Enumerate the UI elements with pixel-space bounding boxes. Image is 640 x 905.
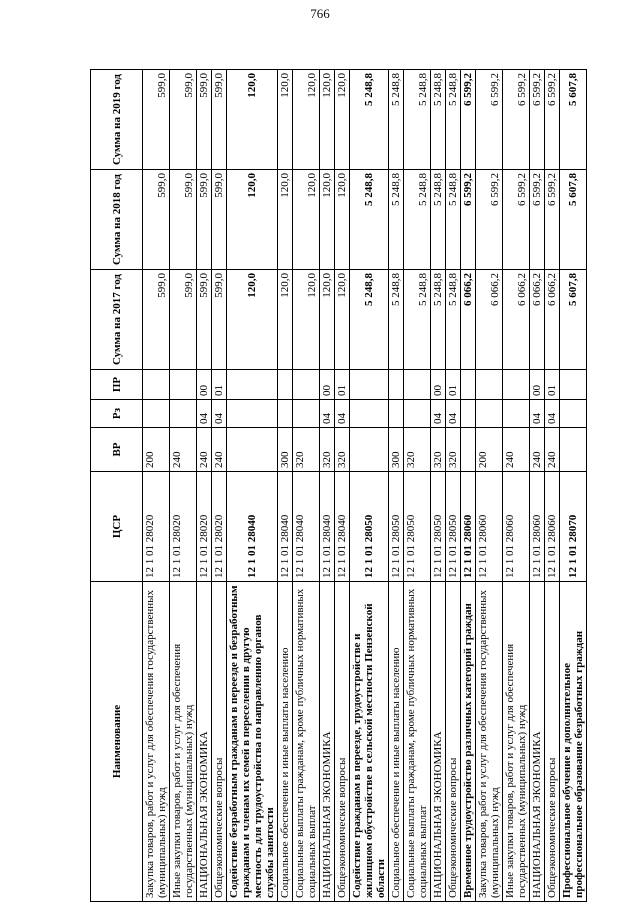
page-number: 766 <box>310 6 330 21</box>
rotated-table-frame <box>90 70 585 902</box>
cell-sum-2018: 6 599,2 <box>503 170 530 270</box>
cell-vr: 240 <box>545 428 560 472</box>
cell-csr: 12 1 01 28050 <box>431 472 446 582</box>
table-row <box>170 70 197 902</box>
cell-name: НАЦИОНАЛЬНАЯ ЭКОНОМИКА <box>320 582 335 902</box>
table-row <box>143 70 170 902</box>
cell-vr: 240 <box>530 428 545 472</box>
cell-csr: 12 1 01 28060 <box>530 472 545 582</box>
cell-pr: 01 <box>446 370 461 400</box>
cell-sum-2017: 5 248,8 <box>446 270 461 370</box>
cell-sum-2018: 5 248,8 <box>404 170 431 270</box>
cell-pr <box>503 370 530 400</box>
table-row <box>350 70 389 902</box>
cell-name: НАЦИОНАЛЬНАЯ ЭКОНОМИКА <box>530 582 545 902</box>
cell-pr <box>404 370 431 400</box>
cell-sum-2019: 120,0 <box>278 70 293 170</box>
cell-name: Профессиональное обучение и дополнительное профессиональное образование безработных граждан <box>560 582 587 902</box>
cell-sum-2017: 5 248,8 <box>404 270 431 370</box>
cell-sum-2018: 120,0 <box>278 170 293 270</box>
table-row <box>278 70 293 902</box>
cell-rz: 04 <box>446 400 461 428</box>
cell-sum-2018: 599,0 <box>197 170 212 270</box>
cell-rz: 04 <box>335 400 350 428</box>
cell-rz <box>476 400 503 428</box>
table-row <box>476 70 503 902</box>
table-row <box>560 70 587 902</box>
header-sum-2018: Сумма на 2018 год <box>91 170 143 270</box>
cell-sum-2017: 599,0 <box>212 270 227 370</box>
cell-sum-2019: 120,0 <box>227 70 278 170</box>
cell-sum-2019: 5 248,8 <box>404 70 431 170</box>
cell-vr: 240 <box>170 428 197 472</box>
cell-csr: 12 1 01 28040 <box>293 472 320 582</box>
cell-name: НАЦИОНАЛЬНАЯ ЭКОНОМИКА <box>431 582 446 902</box>
cell-name: Иные закупки товаров, работ и услуг для обеспечения государственных (муниципальных) нужд <box>503 582 530 902</box>
cell-sum-2018: 120,0 <box>227 170 278 270</box>
cell-rz <box>404 400 431 428</box>
cell-rz: 04 <box>545 400 560 428</box>
table-row <box>293 70 320 902</box>
cell-csr: 12 1 01 28020 <box>197 472 212 582</box>
cell-pr: 00 <box>320 370 335 400</box>
cell-sum-2017: 599,0 <box>170 270 197 370</box>
table-row <box>545 70 560 902</box>
cell-sum-2019: 6 599,2 <box>545 70 560 170</box>
table-row <box>197 70 212 902</box>
cell-sum-2019: 599,0 <box>143 70 170 170</box>
cell-rz <box>227 400 278 428</box>
cell-sum-2018: 120,0 <box>293 170 320 270</box>
cell-pr: 01 <box>212 370 227 400</box>
cell-sum-2017: 599,0 <box>197 270 212 370</box>
cell-csr: 12 1 01 28060 <box>545 472 560 582</box>
cell-csr: 12 1 01 28050 <box>389 472 404 582</box>
cell-sum-2017: 5 607,8 <box>560 270 587 370</box>
cell-sum-2017: 5 248,8 <box>431 270 446 370</box>
cell-sum-2018: 6 599,2 <box>461 170 476 270</box>
cell-sum-2018: 5 248,8 <box>446 170 461 270</box>
cell-name: Общеэкономические вопросы <box>335 582 350 902</box>
cell-sum-2017: 6 066,2 <box>476 270 503 370</box>
table-row <box>227 70 278 902</box>
cell-csr: 12 1 01 28060 <box>461 472 476 582</box>
cell-vr <box>350 428 389 472</box>
cell-vr <box>227 428 278 472</box>
cell-csr: 12 1 01 28040 <box>320 472 335 582</box>
cell-pr: 00 <box>530 370 545 400</box>
cell-sum-2018: 6 599,2 <box>545 170 560 270</box>
cell-sum-2017: 120,0 <box>320 270 335 370</box>
cell-sum-2017: 120,0 <box>227 270 278 370</box>
cell-vr: 240 <box>503 428 530 472</box>
table-body <box>143 70 587 902</box>
cell-vr: 320 <box>404 428 431 472</box>
cell-sum-2019: 120,0 <box>320 70 335 170</box>
cell-sum-2018: 5 607,8 <box>560 170 587 270</box>
cell-vr: 200 <box>143 428 170 472</box>
cell-pr <box>227 370 278 400</box>
cell-sum-2019: 5 607,8 <box>560 70 587 170</box>
cell-rz <box>278 400 293 428</box>
cell-sum-2018: 5 248,8 <box>431 170 446 270</box>
cell-vr: 320 <box>293 428 320 472</box>
cell-vr <box>560 428 587 472</box>
cell-vr: 320 <box>431 428 446 472</box>
cell-name: Социальные выплаты гражданам, кроме публичных нормативных социальных выплат <box>293 582 320 902</box>
table-row <box>389 70 404 902</box>
table-row <box>335 70 350 902</box>
cell-rz <box>143 400 170 428</box>
cell-vr: 300 <box>278 428 293 472</box>
cell-vr: 320 <box>335 428 350 472</box>
cell-csr: 12 1 01 28020 <box>170 472 197 582</box>
cell-sum-2018: 120,0 <box>320 170 335 270</box>
cell-rz <box>560 400 587 428</box>
cell-sum-2018: 5 248,8 <box>389 170 404 270</box>
cell-vr: 240 <box>197 428 212 472</box>
table-row <box>530 70 545 902</box>
cell-pr <box>350 370 389 400</box>
cell-sum-2017: 599,0 <box>143 270 170 370</box>
table-header-row <box>91 70 143 902</box>
cell-rz <box>350 400 389 428</box>
cell-sum-2017: 5 248,8 <box>350 270 389 370</box>
cell-vr: 320 <box>446 428 461 472</box>
cell-rz: 04 <box>320 400 335 428</box>
cell-pr <box>389 370 404 400</box>
cell-name: НАЦИОНАЛЬНАЯ ЭКОНОМИКА <box>197 582 212 902</box>
cell-sum-2017: 6 066,2 <box>503 270 530 370</box>
cell-csr: 12 1 01 28050 <box>350 472 389 582</box>
header-csr: ЦСР <box>91 472 143 582</box>
cell-rz <box>170 400 197 428</box>
cell-name: Закупка товаров, работ и услуг для обеспечения государственных (муниципальных) нужд <box>143 582 170 902</box>
cell-pr <box>278 370 293 400</box>
cell-sum-2019: 5 248,8 <box>446 70 461 170</box>
cell-name: Содействие безработным гражданам в переезде и безработным гражданам и членам их семей в переселении в другую местность для трудоустройства по направлению органов службы занятости <box>227 582 278 902</box>
cell-name: Содействие гражданам в переезде, трудоустройстве и жилищном обустройстве в сельской местности Пензенской области <box>350 582 389 902</box>
cell-vr: 320 <box>320 428 335 472</box>
cell-sum-2018: 5 248,8 <box>350 170 389 270</box>
table-row <box>446 70 461 902</box>
table-row <box>431 70 446 902</box>
cell-sum-2019: 599,0 <box>170 70 197 170</box>
cell-sum-2017: 120,0 <box>335 270 350 370</box>
header-pr: ПР <box>91 370 143 400</box>
cell-sum-2019: 120,0 <box>293 70 320 170</box>
header-vr: ВР <box>91 428 143 472</box>
cell-sum-2019: 5 248,8 <box>350 70 389 170</box>
cell-csr: 12 1 01 28050 <box>446 472 461 582</box>
table-row <box>503 70 530 902</box>
cell-rz <box>389 400 404 428</box>
header-sum-2019: Сумма на 2019 год <box>91 70 143 170</box>
cell-rz: 04 <box>197 400 212 428</box>
cell-sum-2018: 599,0 <box>212 170 227 270</box>
cell-sum-2018: 599,0 <box>143 170 170 270</box>
cell-sum-2017: 120,0 <box>278 270 293 370</box>
budget-table <box>90 69 587 902</box>
cell-csr: 12 1 01 28040 <box>278 472 293 582</box>
cell-vr: 200 <box>476 428 503 472</box>
header-sum-2017: Сумма на 2017 год <box>91 270 143 370</box>
cell-vr <box>461 428 476 472</box>
cell-sum-2018: 120,0 <box>335 170 350 270</box>
cell-sum-2019: 5 248,8 <box>431 70 446 170</box>
cell-name: Социальные выплаты гражданам, кроме публичных нормативных социальных выплат <box>404 582 431 902</box>
cell-pr <box>170 370 197 400</box>
cell-pr: 01 <box>335 370 350 400</box>
cell-pr <box>560 370 587 400</box>
cell-sum-2017: 5 248,8 <box>389 270 404 370</box>
cell-csr: 12 1 01 28040 <box>335 472 350 582</box>
cell-name: Общеэкономические вопросы <box>545 582 560 902</box>
cell-rz <box>503 400 530 428</box>
table-row <box>320 70 335 902</box>
cell-rz: 04 <box>212 400 227 428</box>
cell-name: Общеэкономические вопросы <box>212 582 227 902</box>
cell-vr: 300 <box>389 428 404 472</box>
cell-pr: 00 <box>197 370 212 400</box>
cell-rz <box>461 400 476 428</box>
cell-sum-2017: 6 066,2 <box>530 270 545 370</box>
cell-sum-2018: 599,0 <box>170 170 197 270</box>
cell-sum-2017: 6 066,2 <box>461 270 476 370</box>
cell-csr: 12 1 01 28060 <box>503 472 530 582</box>
cell-sum-2017: 120,0 <box>293 270 320 370</box>
cell-name: Общеэкономические вопросы <box>446 582 461 902</box>
cell-csr: 12 1 01 28020 <box>143 472 170 582</box>
header-rz: Рз <box>91 400 143 428</box>
cell-csr: 12 1 01 28020 <box>212 472 227 582</box>
cell-pr: 01 <box>545 370 560 400</box>
cell-rz: 04 <box>530 400 545 428</box>
cell-sum-2019: 6 599,2 <box>461 70 476 170</box>
cell-name: Иные закупки товаров, работ и услуг для обеспечения государственных (муниципальных) нужд <box>170 582 197 902</box>
table-row <box>461 70 476 902</box>
cell-csr: 12 1 01 28070 <box>560 472 587 582</box>
cell-csr: 12 1 01 28060 <box>476 472 503 582</box>
cell-name: Закупка товаров, работ и услуг для обеспечения государственных (муниципальных) нужд <box>476 582 503 902</box>
cell-pr <box>476 370 503 400</box>
cell-pr <box>461 370 476 400</box>
cell-pr <box>143 370 170 400</box>
table-row <box>404 70 431 902</box>
cell-sum-2019: 599,0 <box>212 70 227 170</box>
cell-rz <box>293 400 320 428</box>
cell-sum-2019: 120,0 <box>335 70 350 170</box>
cell-sum-2018: 6 599,2 <box>476 170 503 270</box>
header-name: Наименование <box>91 582 143 902</box>
cell-sum-2019: 6 599,2 <box>503 70 530 170</box>
cell-name: Социальное обеспечение и иные выплаты населению <box>278 582 293 902</box>
cell-csr: 12 1 01 28050 <box>404 472 431 582</box>
cell-sum-2017: 6 066,2 <box>545 270 560 370</box>
cell-name: Социальное обеспечение и иные выплаты населению <box>389 582 404 902</box>
cell-csr: 12 1 01 28040 <box>227 472 278 582</box>
cell-name: Временное трудоустройство различных категорий граждан <box>461 582 476 902</box>
cell-sum-2019: 6 599,2 <box>476 70 503 170</box>
rotated-table-container <box>90 70 585 902</box>
cell-pr <box>293 370 320 400</box>
cell-rz: 04 <box>431 400 446 428</box>
table-row <box>212 70 227 902</box>
cell-sum-2018: 6 599,2 <box>530 170 545 270</box>
cell-sum-2019: 599,0 <box>197 70 212 170</box>
cell-sum-2019: 5 248,8 <box>389 70 404 170</box>
cell-sum-2019: 6 599,2 <box>530 70 545 170</box>
cell-pr: 00 <box>431 370 446 400</box>
cell-vr: 240 <box>212 428 227 472</box>
